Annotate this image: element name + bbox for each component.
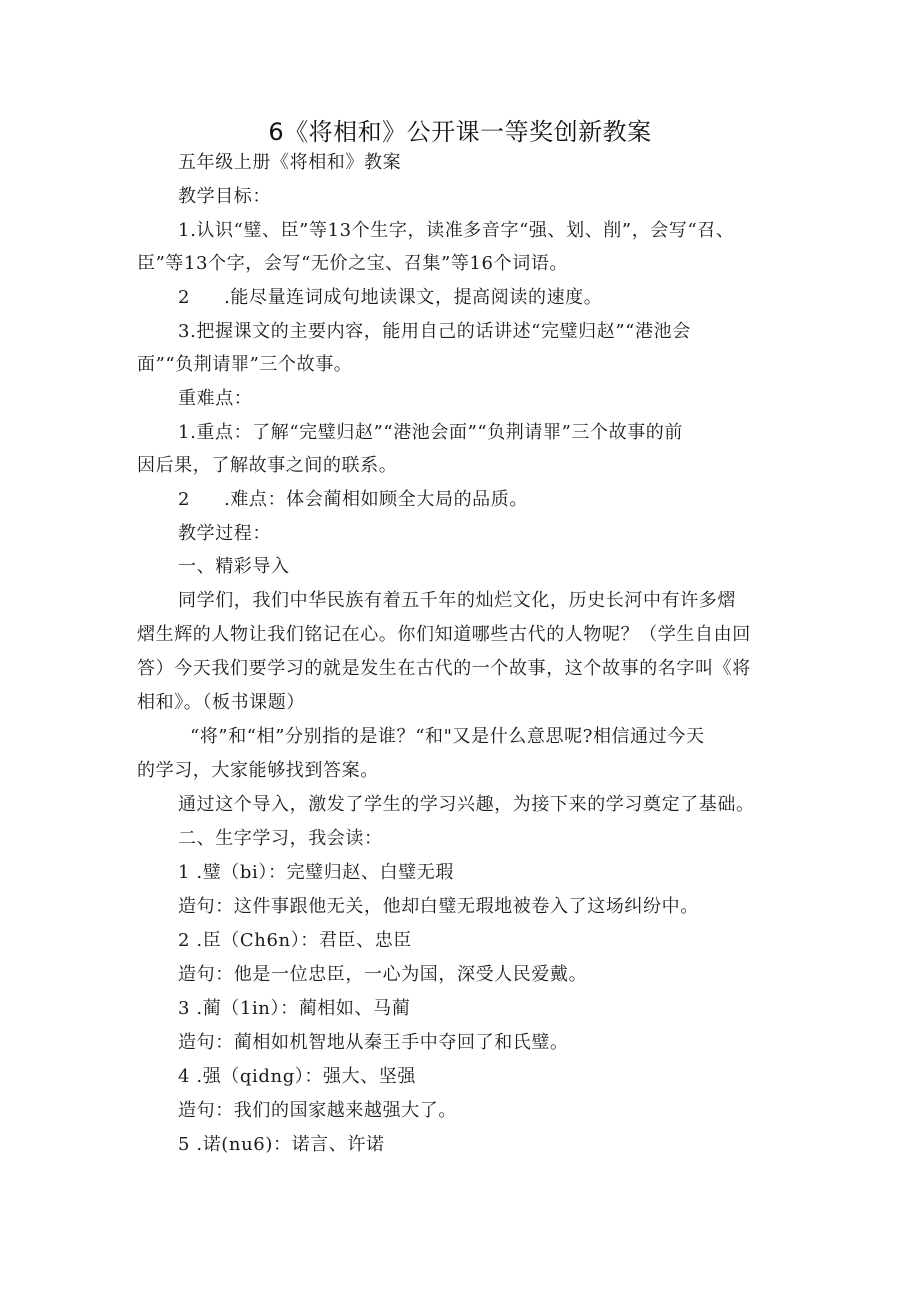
- char-entry-4: 4 .强（qidng）：强大、坚强: [178, 1066, 417, 1087]
- intro-para-line3: 答）今天我们要学习的就是发生在古代的一个故事，这个故事的名字叫《将: [137, 658, 751, 679]
- intro-para-line1: 同学们，我们中华民族有着五千年的灿烂文化，历史长河中有许多熠: [178, 590, 736, 611]
- intro-para-line4: 相和》。（板书课题）: [137, 692, 305, 713]
- key-point-2: [178, 489, 528, 511]
- section-1-heading: 一、精彩导入: [178, 556, 290, 577]
- char-entry-2: 2 .臣（Ch6n）：君臣、忠臣: [178, 930, 412, 951]
- objective-2-number: 2: [178, 287, 191, 308]
- section-2-heading: 二、生字学习，我会读：: [178, 828, 383, 849]
- objective-1-number: 1: [178, 220, 191, 241]
- objective-3-text: .把握课文的主要内容，能用自己的话讲述“完璧归赵”“港池会: [190, 321, 691, 342]
- document-title: 6《将相和》公开课一等奖创新教案: [268, 118, 652, 146]
- char-sentence-2: 造句：他是一位忠臣，一心为国，深受人民爱戴。: [178, 964, 588, 985]
- char-entry-5: 5 .诺(nu6)：诺言、许诺: [178, 1134, 385, 1155]
- objective-1-text: .认识“璧、臣”等13个生字，读准多音字“强、划、削”，会写“召、: [190, 220, 735, 241]
- key-point-2-text: .难点：体会蔺相如顾全大局的品质。: [224, 489, 528, 510]
- key-point-1-line1: [178, 422, 683, 444]
- key-point-1-text: .重点：了解“完璧归赵”“港池会面”“负荆请罪”三个故事的前: [190, 422, 683, 443]
- char-sentence-1: 造句：这件事跟他无关，他却白璧无瑕地被卷入了这场纠纷中。: [178, 896, 699, 917]
- char-sentence-3: 造句：蔺相如机智地从秦王手中夺回了和氏璧。: [178, 1032, 569, 1053]
- objective-2-text: .能尽量连词成句地读课文，提高阅读的速度。: [224, 287, 603, 308]
- key-point-1-number: 1: [178, 422, 191, 443]
- key-point-2-number: 2: [178, 489, 191, 510]
- key-point-1-line2: 因后果，了解故事之间的联系。: [137, 455, 398, 476]
- intro-para-line2: 熠生辉的人物让我们铭记在心。你们知道哪些古代的人物呢？（学生自由回: [137, 624, 751, 645]
- objective-2: [178, 287, 602, 309]
- process-heading: 教学过程：: [178, 523, 271, 544]
- objective-3-number: 3: [178, 321, 191, 342]
- subtitle: 五年级上册《将相和》教案: [178, 152, 402, 173]
- objectives-heading: 教学目标：: [178, 186, 271, 207]
- question-para-line2: 的学习，大家能够找到答案。: [137, 760, 379, 781]
- char-entry-3: 3 .蔺（1in）：蔺相如、马蔺: [178, 998, 411, 1019]
- char-entry-1: 1 .璧（bi）：完璧归赵、白璧无瑕: [178, 862, 454, 883]
- char-sentence-4: 造句：我们的国家越来越强大了。: [178, 1100, 457, 1121]
- objective-1-line2: 臣”等13个字，会写“无价之宝、召集”等16个词语。: [137, 253, 569, 274]
- objective-3-line2: 面”“负荆请罪”三个故事。: [137, 354, 353, 375]
- objective-3-line1: [178, 321, 691, 343]
- key-points-heading: 重难点：: [178, 388, 253, 409]
- summary-line: 通过这个导入，激发了学生的学习兴趣，为接下来的学习奠定了基础。: [178, 794, 755, 815]
- question-para-line1: “将”和“相”分别指的是谁？“和"又是什么意思呢?相信通过今天: [190, 726, 705, 747]
- objective-1-line1: [178, 220, 735, 242]
